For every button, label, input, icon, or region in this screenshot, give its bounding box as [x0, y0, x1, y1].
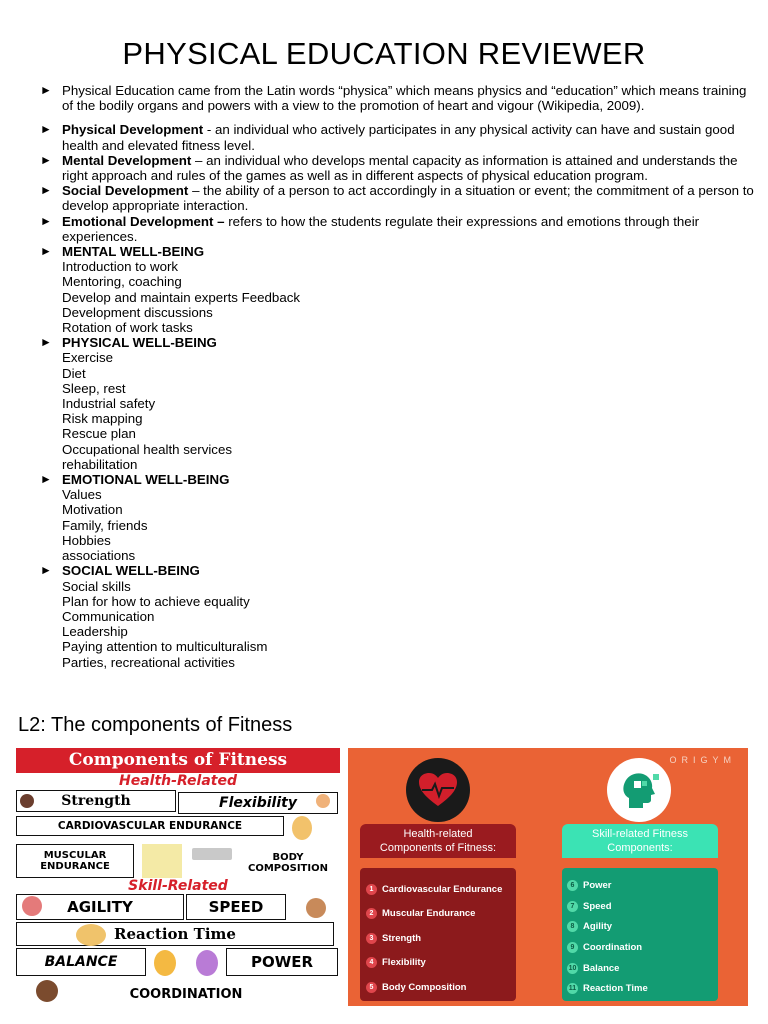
brain-puzzle-icon-circle — [607, 758, 671, 822]
definition-term: Mental Development — [62, 152, 192, 168]
number-badge: 7 — [567, 901, 578, 912]
health-related-label: Health-related Components of Fitness: — [360, 824, 516, 858]
wellbeing-heading: ► PHYSICAL WELL-BEING — [40, 335, 217, 351]
wellbeing-item: Values — [62, 487, 102, 503]
bullet-arrow-icon: ► — [40, 335, 52, 350]
bullet-arrow-icon: ► — [40, 83, 52, 97]
reaction-time-cell: Reaction Time — [16, 922, 334, 946]
juggler-figure-icon — [36, 980, 58, 1002]
jumping-figure-icon — [196, 950, 218, 976]
wellbeing-item: Rescue plan — [62, 426, 136, 442]
definition-item — [40, 122, 755, 152]
definition-text: refers to how the students regulate their expressions and emotions through their experiences. — [62, 213, 700, 244]
agility-cell: AGILITY — [16, 894, 184, 920]
runner-figure-icon — [292, 816, 312, 840]
skill-related-label: Skill-related Fitness Components: — [562, 824, 718, 858]
bullet-arrow-icon: ► — [40, 183, 52, 198]
bullet-arrow-icon: ► — [40, 122, 52, 137]
definition-text: – an individual who develops mental capacity as information is attained and understands the right approach and rules of the games as well as in different aspects of physical education program. — [62, 152, 738, 184]
wellbeing-item: Social skills — [62, 578, 131, 594]
body-composition-cell: BODY COMPOSITION — [248, 852, 328, 874]
health-components-list — [360, 868, 516, 1001]
list-item: 6 Power — [567, 875, 718, 896]
list-item: 8 Agility — [567, 916, 718, 937]
bullet-arrow-icon: ► — [40, 213, 52, 228]
definition-text: – the ability of a person to act accordingly in a situation or event; the commitment of a person to develop appropriate interaction. — [62, 183, 754, 214]
bullet-arrow-icon: ► — [40, 563, 52, 578]
number-badge: 8 — [567, 921, 578, 932]
athlete-figure-icon — [316, 794, 330, 808]
definition-term: Emotional Development – — [62, 213, 225, 229]
wellbeing-item: Exercise — [62, 350, 113, 366]
list-item: 3 Strength — [366, 926, 516, 951]
intro-bullet — [40, 83, 755, 113]
heart-icon-circle — [406, 758, 470, 822]
list-item: 5 Body Composition — [366, 975, 516, 1000]
definition-item — [40, 183, 755, 213]
list-item: 10 Balance — [568, 962, 620, 974]
wellbeing-heading: ► EMOTIONAL WELL-BEING — [40, 472, 230, 488]
list-item: 9 Coordination — [567, 937, 718, 958]
wellbeing-item: Family, friends — [62, 517, 148, 533]
wellbeing-item: Communication — [62, 608, 155, 624]
strength-cell: Strength — [16, 790, 176, 812]
flexibility-cell: Flexibility — [178, 792, 338, 814]
wellbeing-item: Motivation — [62, 502, 123, 518]
wellbeing-heading: ► SOCIAL WELL-BEING — [40, 563, 200, 579]
power-cell: POWER — [226, 948, 338, 976]
bullet-arrow-icon: ► — [40, 152, 52, 167]
wellbeing-item: Sleep, rest — [62, 380, 126, 396]
wellbeing-item: Rotation of work tasks — [62, 320, 193, 336]
number-badge: 2 — [366, 908, 377, 919]
catcher-figure-icon — [76, 924, 106, 946]
skill-related-band: Skill-Related — [128, 878, 228, 894]
wellbeing-item: Mentoring, coaching — [62, 274, 182, 290]
wellbeing-item: Plan for how to achieve equality — [62, 593, 250, 609]
definition-text: - an individual who actively participates in any physical activity can have and sustain good health and elevated fitness level. — [62, 122, 735, 153]
balance-cell: BALANCE — [16, 948, 146, 976]
list-item: 2 Muscular Endurance — [366, 902, 516, 927]
wellbeing-item: Industrial safety — [62, 396, 156, 412]
coordination-cell: COORDINATION — [129, 986, 243, 1002]
number-badge: 9 — [567, 942, 578, 953]
number-badge: 4 — [366, 957, 377, 968]
skill-components-list — [562, 868, 718, 1001]
health-related-band: Health-Related — [119, 773, 237, 789]
fitness-components-poster — [16, 748, 340, 1006]
jumper-figure-icon — [22, 896, 42, 916]
number-badge: 5 — [366, 982, 377, 993]
balancer-figure-icon — [154, 950, 176, 976]
list-item: 4 Flexibility — [366, 951, 516, 976]
weightlifter-figure-icon — [142, 844, 182, 878]
cardiovascular-cell: CARDIOVASCULAR ENDURANCE — [16, 816, 284, 836]
definition-term: Physical Development — [62, 122, 204, 138]
origym-fitness-infographic — [348, 748, 748, 1006]
number-badge: 6 — [567, 880, 578, 891]
wellbeing-item: Risk mapping — [62, 411, 143, 427]
wellbeing-item: Introduction to work — [62, 259, 179, 275]
number-badge: 3 — [366, 933, 377, 944]
wellbeing-item: Hobbies — [62, 532, 111, 548]
sprinter-figure-icon — [306, 898, 326, 918]
wellbeing-item: Occupational health services — [62, 441, 232, 457]
wellbeing-item: Paying attention to multiculturalism — [62, 639, 268, 655]
list-item: 7 Speed — [567, 896, 718, 917]
poster-header: Components of Fitness — [16, 748, 340, 773]
heart-icon — [418, 772, 458, 808]
page-title: PHYSICAL EDUCATION REVIEWER — [122, 36, 646, 71]
bullet-arrow-icon: ► — [40, 472, 52, 487]
muscular-endurance-cell: MUSCULAR ENDURANCE — [16, 844, 134, 878]
wellbeing-item: Diet — [62, 365, 86, 381]
definition-item — [40, 153, 755, 183]
wellbeing-heading: ► MENTAL WELL-BEING — [40, 244, 205, 260]
number-badge: 10 — [568, 964, 577, 972]
number-badge: 1 — [366, 884, 377, 895]
list-item: 11 Reaction Time — [568, 983, 648, 995]
wellbeing-item: Parties, recreational activities — [62, 654, 235, 670]
list-item: 1 Cardiovascular Endurance — [366, 877, 516, 902]
reviewer-content — [40, 83, 755, 670]
athlete-figure-icon — [20, 794, 34, 808]
wellbeing-item: associations — [62, 548, 136, 564]
definition-item — [40, 214, 755, 244]
caliper-icon — [192, 848, 232, 860]
lesson-title: L2: The components of Fitness — [18, 714, 293, 736]
brand-logo: ORIGYM — [669, 755, 736, 765]
intro-text: Physical Education came from the Latin words “physica” which means physics and “education” which means training of the bodily organs and powers with a view to the promotion of heart and vigour (Wikipedia, 2009). — [62, 83, 747, 114]
speed-cell: SPEED — [186, 894, 286, 920]
wellbeing-item: Leadership — [62, 624, 128, 640]
bullet-arrow-icon: ► — [40, 244, 52, 259]
brain-puzzle-icon — [617, 768, 661, 812]
number-badge: 11 — [568, 985, 577, 993]
wellbeing-item: Development discussions — [62, 304, 213, 320]
wellbeing-item: Develop and maintain experts Feedback — [62, 289, 301, 305]
definition-term: Social Development — [62, 183, 189, 199]
wellbeing-item: rehabilitation — [62, 456, 138, 472]
